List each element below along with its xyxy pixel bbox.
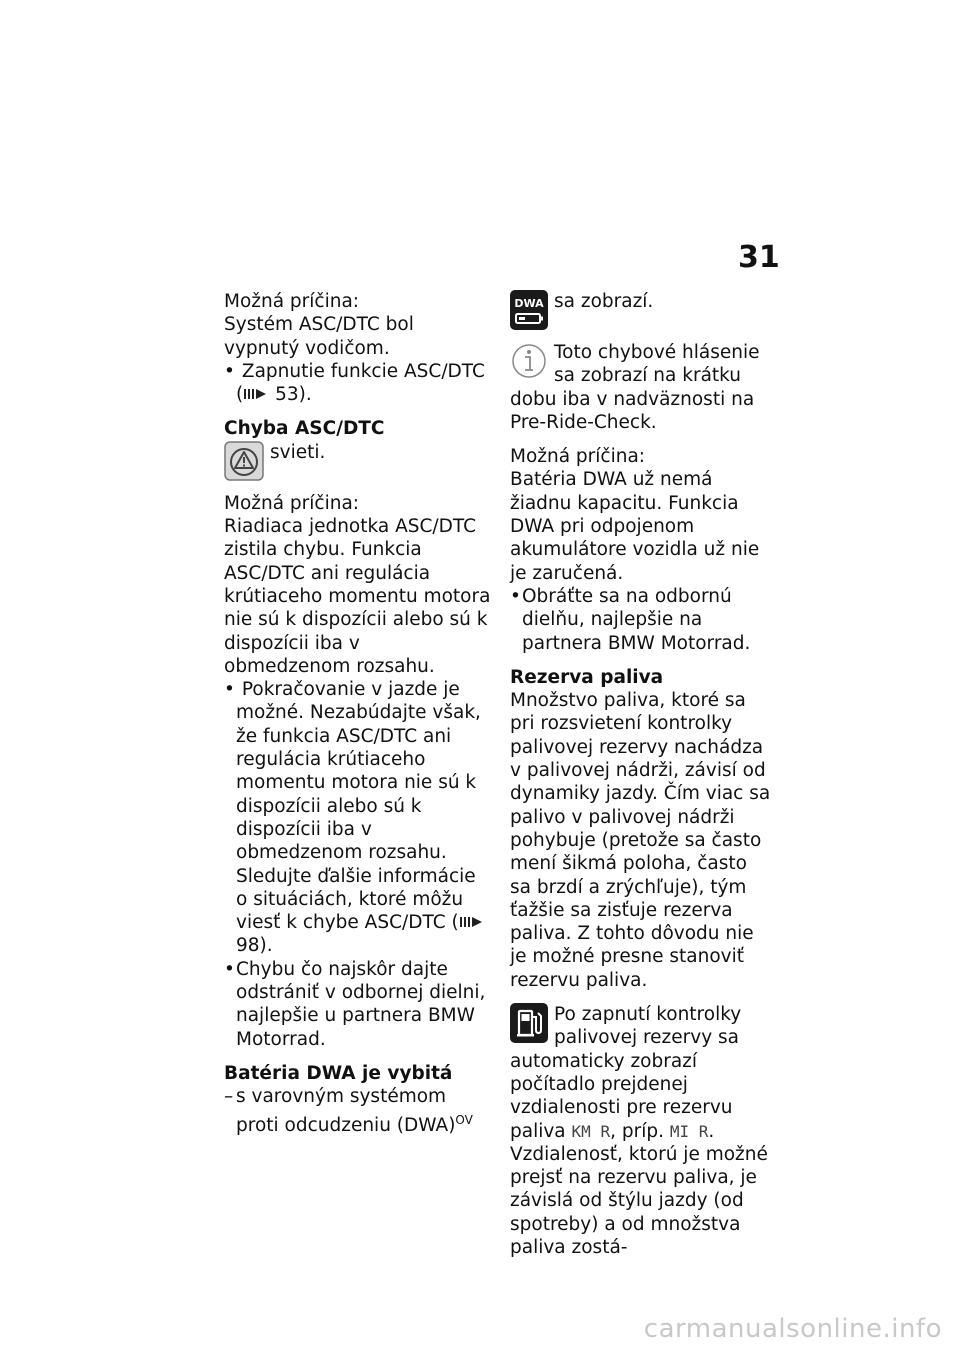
page-number: 31 (738, 240, 780, 275)
section-heading-asc-error: Chyba ASC/DTC (224, 418, 385, 440)
fuel-pump-icon (510, 1003, 548, 1043)
page-ref-arrow-icon (243, 387, 269, 401)
page-ref-arrow-icon (459, 915, 485, 929)
section-heading-dwa-battery: Batéria DWA je vybitá (224, 1062, 453, 1084)
fuel-code-km: KM R (571, 1121, 611, 1141)
dwa-shown: sa zobrazí. (554, 291, 654, 312)
warning-triangle-icon (224, 441, 264, 481)
warning-state: svieti. (270, 441, 326, 463)
list-item: • Chybu čo najskôr dajte odstrániť v odbornej dielni, najlepšie u partnera BMW Motorrad. (224, 958, 492, 1051)
cause-label: Možná príčina: (510, 446, 646, 468)
cause-label: Možná príčina: (224, 492, 360, 514)
dwa-row (510, 290, 772, 330)
fuel-note: Po zapnutí kontrolky palivovej rezervy sa automaticky zobrazí počítadlo prejdenej vzdialenosti pre rezervu paliva KM R, príp. MI R. Vzdialenosť, ktorú je možné prejsť na rezervu paliva, je závislá od štýlu jazdy (od spotreby) a od množstva paliva zostá- (510, 1004, 768, 1258)
cause-label: Možná príčina: (224, 291, 360, 312)
warning-row (224, 441, 492, 481)
cause-text: Batéria DWA už nemá žiadnu kapacitu. Funkcia DWA pri odpojenom akumulátore vozidla už nie je zaručená. (510, 469, 760, 584)
svg-text:DWA: DWA (514, 297, 544, 310)
cause-text: Systém ASC/DTC bol vypnutý vodičom. (224, 314, 414, 359)
dwa-battery-icon (510, 290, 548, 330)
list-item: • Pokračovanie v jazde je možné. Nezabúdajte však, že funkcia ASC/DTC ani regulácia krútiaceho momentu motora nie sú k dispozícii alebo sú k dispozícii iba v obmedzenom rozsahu. Sledujte ďalšie informácie o situáciách, ktoré môžu viesť k chybe ASC/DTC ( 98). (224, 678, 492, 958)
fuel-code-mi: MI R (669, 1121, 709, 1141)
right-column (510, 290, 772, 1259)
cause-text: Riadiaca jednotka ASC/DTC zistila chybu. Funkcia ASC/DTC ani regulácia krútiaceho momentu motora nie sú k dispozícii alebo sú k dispozícii iba v obmedzenom rozsahu. (224, 516, 491, 677)
list-item: • Zapnutie funkcie ASC/DTC ( 53). (224, 360, 492, 407)
reserve-text: Množstvo paliva, ktoré sa pri rozsvietení kontrolky palivovej rezervy nachádza v palivovej nádrži, závisí od dynamiky jazdy. Čím viac sa palivo v palivovej nádrži pohybuje (pretože sa často mení šikmá poloha, často sa brzdí a zrýchľuje), tým ťažšie sa zisťuje rezerva paliva. Z tohto dôvodu nie je možné presne stanoviť rezervu paliva. (510, 690, 771, 991)
info-icon (510, 341, 548, 381)
info-note: Toto chybové hlásenie sa zobrazí na krátku dobu iba v nadväznosti na Pre-Ride-Check. (510, 342, 760, 433)
watermark: carmanualsonline.info (643, 1314, 942, 1344)
list-item: • Obráťte sa na odbornú dielňu, najlepšie na partnera BMW Motorrad. (510, 585, 772, 655)
left-column (224, 290, 492, 1137)
section-heading-fuel-reserve: Rezerva paliva (510, 666, 664, 688)
list-item: – s varovným systémom proti odcudzeniu (DWA)$^{OV}$ (224, 1085, 492, 1137)
